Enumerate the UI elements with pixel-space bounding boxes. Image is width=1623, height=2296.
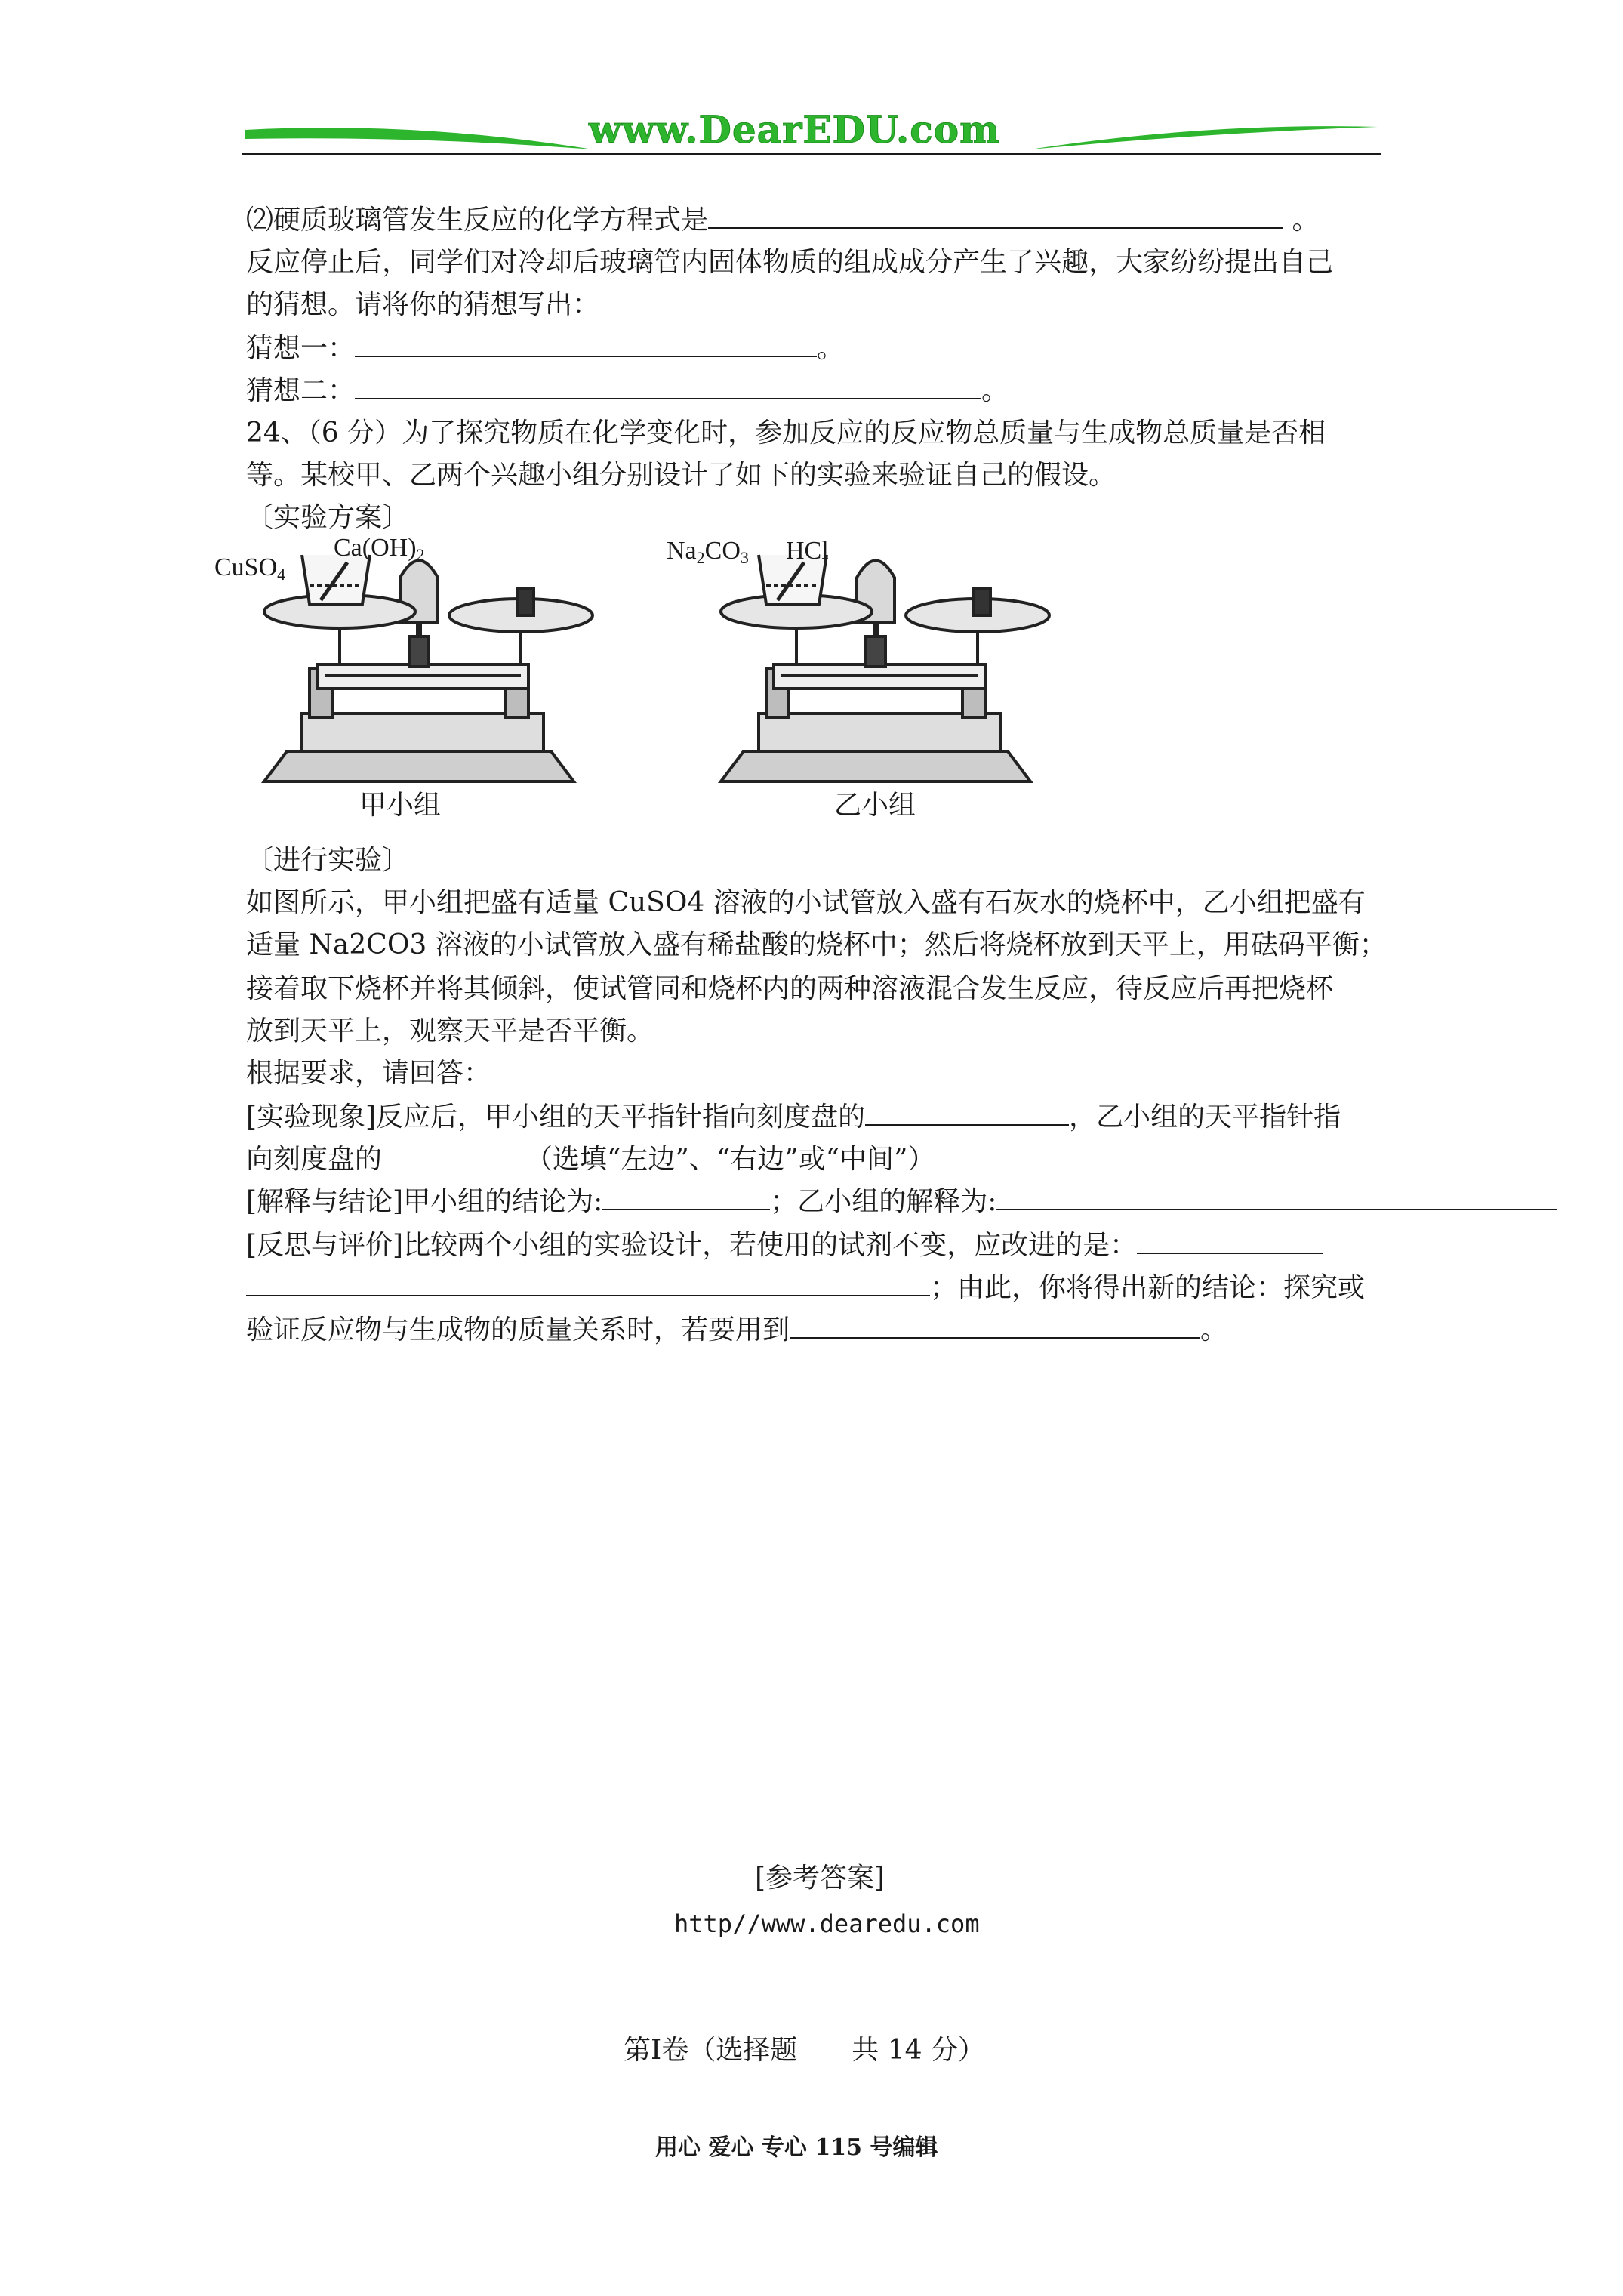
reagent-label-na2co3: $Na_2CO_3$ [667, 537, 749, 567]
site-logo: www.DearEDU.com [589, 107, 1001, 152]
answer-blank[interactable] [865, 1102, 1069, 1126]
reflection-line-2 [246, 1271, 1365, 1305]
page-footer: 用心 爱心 专心 115 号编辑 [655, 2134, 938, 2161]
text: [解释与结论]甲小组的结论为: [246, 1186, 603, 1217]
paragraph-line: 放到天平上，观察天平是否平衡。 [246, 1015, 654, 1046]
text: ；乙小组的解释为: [770, 1186, 997, 1217]
leaf-swoosh-right [1027, 113, 1381, 159]
paragraph-line: 的猜想。请将你的猜想写出： [246, 289, 600, 320]
paragraph-line: 适量 Na2CO3 溶液的小试管放入盛有稀盐酸的烧杯中；然后将烧杯放到天平上，用砝码平衡； [246, 929, 1387, 960]
section-heading: 〔实验方案〕 [246, 502, 410, 533]
figure-caption-group-a: 甲小组 [359, 790, 442, 821]
text: （选填“左边”、“右边”或“中间”） [525, 1144, 935, 1175]
text: ，乙小组的天平指针指 [1069, 1102, 1341, 1133]
reagent-label-caoh2: $Ca(OH)_2$ [334, 534, 425, 564]
answer-title: [参考答案] [755, 1863, 885, 1894]
paragraph-line: 根据要求，请回答： [246, 1058, 491, 1089]
text: 向刻度盘的 [246, 1144, 383, 1175]
text: [反思与评价]比较两个小组的实验设计，若使用的试剂不变，应改进的是： [246, 1230, 1138, 1261]
text: 。 [981, 375, 1009, 406]
balance-figure-right [667, 532, 1076, 849]
text: 验证反应物与生成物的质量关系时，若要用到 [246, 1314, 790, 1345]
text: 。 [817, 333, 845, 364]
answer-blank[interactable] [246, 1272, 930, 1296]
text: [实验现象]反应后，甲小组的天平指针指向刻度盘的 [246, 1102, 866, 1133]
figure-caption-group-b: 乙小组 [834, 790, 916, 821]
phenomenon-line [246, 1101, 1341, 1134]
answer-blank[interactable] [1137, 1230, 1323, 1254]
conclusion-line [246, 1185, 1557, 1219]
answer-blank[interactable] [996, 1186, 1557, 1210]
header-banner [242, 106, 1381, 166]
answer-blank[interactable] [355, 333, 817, 357]
label: 猜想二： [246, 375, 356, 406]
section-heading: 〔进行实验〕 [246, 845, 410, 876]
guess-one-line [246, 332, 844, 365]
label: 猜想一： [246, 333, 356, 364]
reagent-label-cuso4: CuSO$_4$ [214, 553, 286, 584]
answer-blank[interactable] [790, 1314, 1200, 1339]
leaf-swoosh-left [242, 113, 596, 159]
reflection-line-3 [246, 1314, 1227, 1347]
question-24: 24、（6 分）为了探究物质在化学变化时，参加反应的反应物总质量与生成物总质量是否相 [246, 418, 1326, 448]
paragraph-line: 接着取下烧杯并将其倾斜，使试管同和烧杯内的两种溶液混合发生反应，待反应后再把烧杯 [246, 973, 1334, 1004]
answer-blank[interactable] [602, 1186, 770, 1210]
balance-figure-left [214, 532, 611, 849]
answer-blank[interactable] [355, 375, 981, 399]
paragraph-line: 反应停止后，同学们对冷却后玻璃管内固体物质的组成成分产生了兴趣，大家纷纷提出自己 [246, 247, 1334, 278]
header-rule [242, 153, 1381, 155]
phenomenon-line-2 [246, 1143, 935, 1176]
answer-url: http//www.dearedu.com [674, 1909, 980, 1938]
text: ⑵硬质玻璃管发生反应的化学方程式是 [246, 205, 709, 236]
text: 。 [1283, 205, 1320, 236]
reflection-line [246, 1229, 1323, 1262]
reagent-label-hcl: HCl [786, 537, 829, 565]
text: 。 [1200, 1314, 1228, 1345]
text: ；由此，你将得出新的结论：探究或 [930, 1272, 1366, 1303]
answer-blank[interactable] [708, 205, 1283, 229]
section-title: 第Ⅰ卷（选择题 共 14 分） [624, 2035, 985, 2066]
paragraph-line: 等。某校甲、乙两个兴趣小组分别设计了如下的实验来验证自己的假设。 [246, 460, 1116, 491]
guess-two-line [246, 374, 1009, 408]
paragraph-line: 如图所示，甲小组把盛有适量 CuSO4 溶液的小试管放入盛有石灰水的烧杯中，乙小组把盛有 [246, 887, 1366, 918]
balance-illustration [683, 532, 1076, 789]
line-equation [246, 204, 1319, 237]
